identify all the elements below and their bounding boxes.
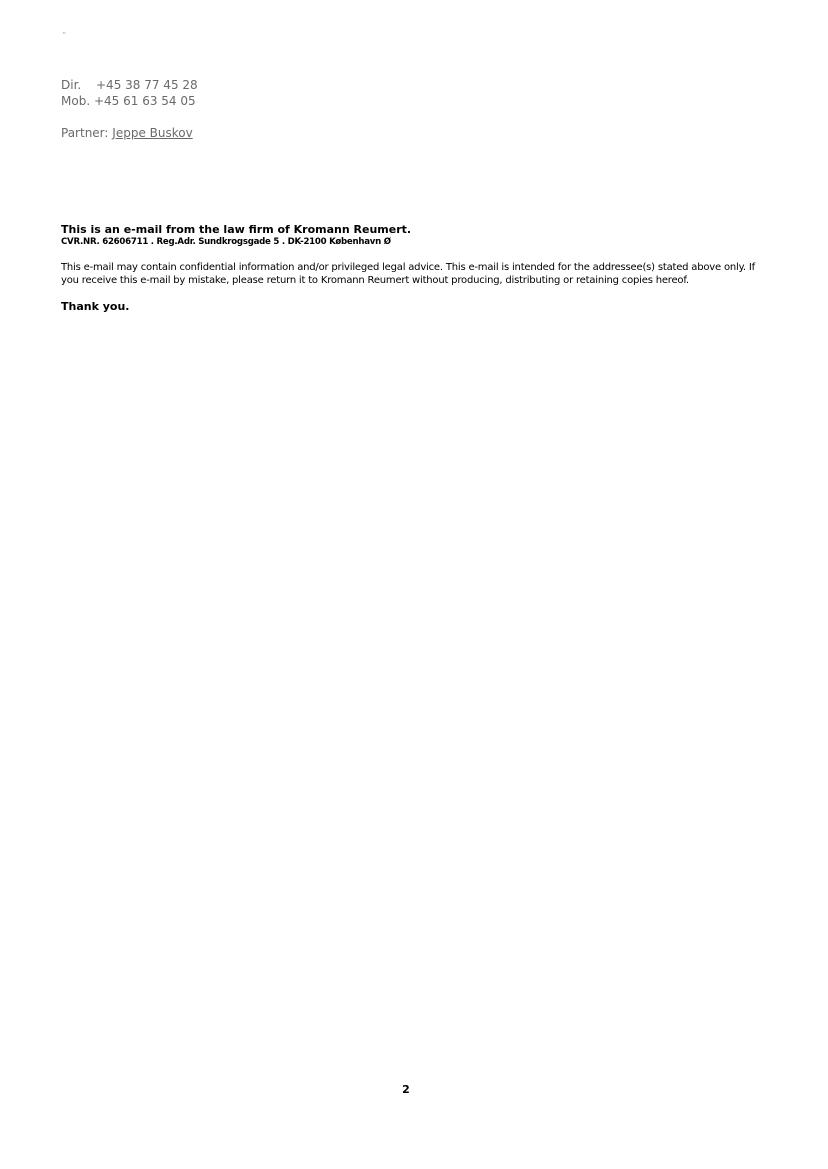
mobile-phone-number: +45 61 63 54 05 bbox=[93, 94, 196, 108]
partner-row bbox=[61, 125, 198, 141]
disclaimer-body: This e-mail may contain confidential information and/or privileged legal advice. This e-mail is intended for the addressee(s) stated above only. If you receive this e-mail by mistake, please return it to Kromann Reumert without producing, distributing or retaining copies hereof. bbox=[61, 262, 755, 286]
direct-phone-number: +45 38 77 45 28 bbox=[96, 78, 198, 92]
company-registration-line: CVR.NR. 62606711 . Reg.Adr. Sundkrogsgade 5 . DK-2100 København Ø bbox=[61, 237, 391, 247]
direct-phone-row bbox=[61, 77, 198, 93]
legal-disclaimer bbox=[61, 223, 761, 313]
email-signature bbox=[61, 77, 198, 141]
mobile-phone-label: Mob. bbox=[61, 94, 91, 108]
disclaimer-heading: This is an e-mail from the law firm of Kromann Reumert. bbox=[61, 223, 412, 236]
partner-label: Partner: bbox=[61, 126, 109, 140]
mobile-phone-row bbox=[61, 93, 198, 109]
disclaimer-thanks: Thank you. bbox=[61, 300, 130, 313]
direct-phone-label: Dir. bbox=[61, 78, 82, 92]
page-number: 2 bbox=[402, 1083, 410, 1096]
partner-link[interactable]: Jeppe Buskov bbox=[112, 126, 193, 140]
stray-mark: ” bbox=[62, 31, 67, 40]
